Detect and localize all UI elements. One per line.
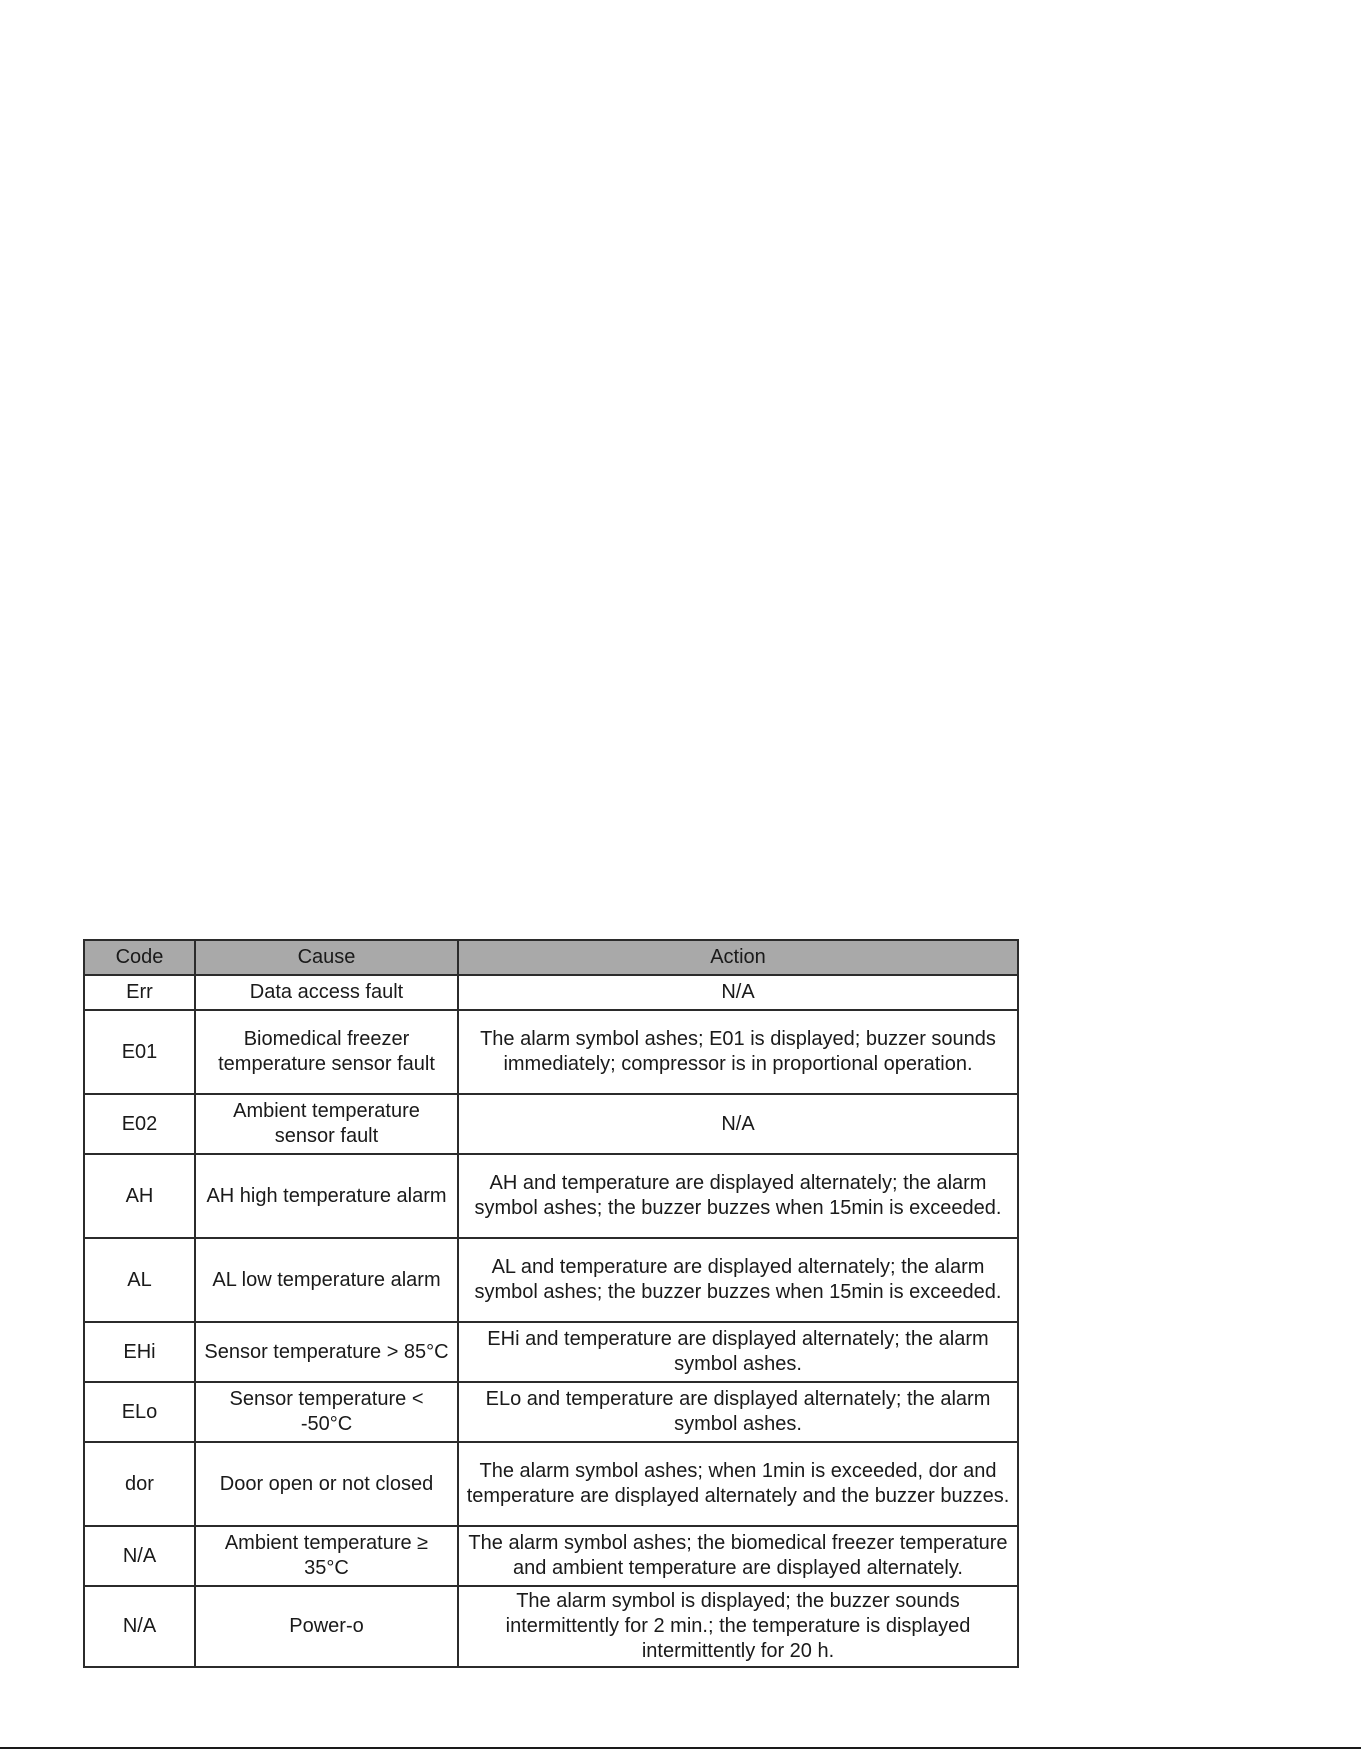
action-cell: AL and temperature are displayed alternately; the alarm symbol ashes; the buzzer buzzes when 15min is exceeded. [458, 1238, 1018, 1322]
code-cell: dor [84, 1442, 195, 1526]
table-row [84, 1382, 1018, 1442]
table-row [84, 1586, 1018, 1667]
cause-cell: Power-o [195, 1586, 458, 1667]
table-row [84, 1526, 1018, 1586]
cause-cell: AH high temperature alarm [195, 1154, 458, 1238]
code-cell: E02 [84, 1094, 195, 1154]
action-cell: The alarm symbol is displayed; the buzzer sounds intermittently for 2 min.; the temperature is displayed intermittently for 20 h. [458, 1586, 1018, 1667]
table-header-row [84, 940, 1018, 975]
table-row [84, 1154, 1018, 1238]
code-cell: AH [84, 1154, 195, 1238]
cause-cell: Door open or not closed [195, 1442, 458, 1526]
code-cell: Err [84, 975, 195, 1010]
table-row [84, 1442, 1018, 1526]
page-footer-rule [0, 1747, 1361, 1749]
table-row [84, 1094, 1018, 1154]
action-cell: AH and temperature are displayed alternately; the alarm symbol ashes; the buzzer buzzes when 15min is exceeded. [458, 1154, 1018, 1238]
code-cell: E01 [84, 1010, 195, 1094]
header-cause: Cause [195, 940, 458, 975]
action-cell: The alarm symbol ashes; the biomedical freezer temperature and ambient temperature are displayed alternately. [458, 1526, 1018, 1586]
header-action: Action [458, 940, 1018, 975]
cause-cell: Ambient temperature sensor fault [195, 1094, 458, 1154]
table-row [84, 1322, 1018, 1382]
code-cell: AL [84, 1238, 195, 1322]
cause-cell: Sensor temperature > 85°C [195, 1322, 458, 1382]
code-cell: N/A [84, 1586, 195, 1667]
cause-cell: Biomedical freezer temperature sensor fault [195, 1010, 458, 1094]
header-code: Code [84, 940, 195, 975]
cause-cell: Data access fault [195, 975, 458, 1010]
action-cell: N/A [458, 1094, 1018, 1154]
action-cell: The alarm symbol ashes; when 1min is exceeded, dor and temperature are displayed alternately and the buzzer buzzes. [458, 1442, 1018, 1526]
cause-cell: Sensor temperature < -50°C [195, 1382, 458, 1442]
code-cell: EHi [84, 1322, 195, 1382]
table-row [84, 1010, 1018, 1094]
code-cell: ELo [84, 1382, 195, 1442]
action-cell: N/A [458, 975, 1018, 1010]
code-cell: N/A [84, 1526, 195, 1586]
alarm-code-table [83, 939, 1019, 1668]
table-row [84, 975, 1018, 1010]
cause-cell: AL low temperature alarm [195, 1238, 458, 1322]
action-cell: The alarm symbol ashes; E01 is displayed; buzzer sounds immediately; compressor is in proportional operation. [458, 1010, 1018, 1094]
action-cell: ELo and temperature are displayed alternately; the alarm symbol ashes. [458, 1382, 1018, 1442]
action-cell: EHi and temperature are displayed alternately; the alarm symbol ashes. [458, 1322, 1018, 1382]
table-row [84, 1238, 1018, 1322]
cause-cell: Ambient temperature ≥ 35°C [195, 1526, 458, 1586]
